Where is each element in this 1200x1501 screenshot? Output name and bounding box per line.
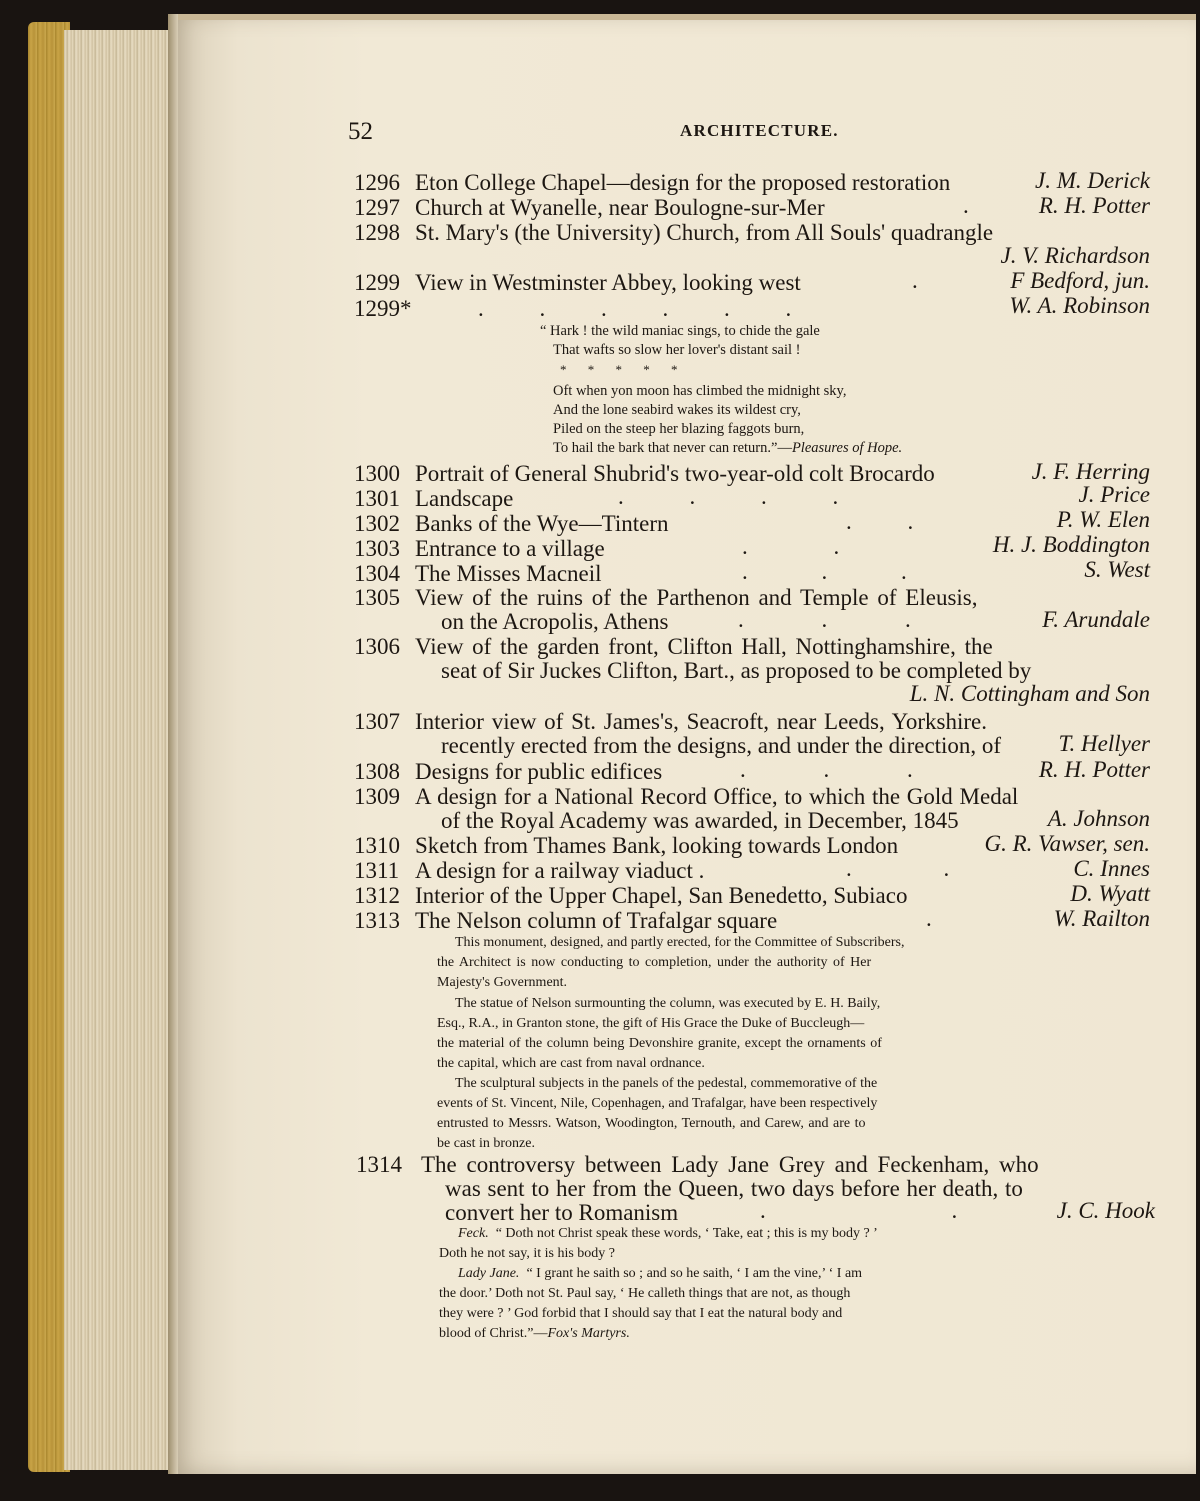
note-line: The statue of Nelson surmounting the column, was executed by E. H. Baily, bbox=[455, 996, 881, 1011]
note-speaker: Lady Jane. bbox=[458, 1266, 520, 1281]
entry-author: S. West bbox=[1084, 557, 1150, 582]
entry-author: F. Arundale bbox=[1042, 607, 1150, 632]
entry-author: F Bedford, jun. bbox=[1010, 268, 1150, 293]
gutter-shadow bbox=[168, 14, 178, 1474]
entry-number: 1308 bbox=[354, 759, 400, 784]
entry-title: Sketch from Thames Bank, looking towards London bbox=[415, 833, 899, 858]
entry-number: 1298 bbox=[354, 220, 400, 245]
note-line: Esq., R.A., in Granton stone, the gift of His Grace the Duke of Buccleugh— bbox=[437, 1016, 865, 1031]
poem-line: “ Hark ! the wild maniac sings, to chide the gale bbox=[540, 323, 820, 339]
poem-line: Oft when yon moon has climbed the midnight sky, bbox=[553, 383, 847, 399]
entry-number: 1312 bbox=[354, 883, 400, 908]
entry-title: View of the ruins of the Parthenon and Temple of Eleusis, bbox=[415, 585, 978, 610]
note-source: Fox's Martyrs. bbox=[547, 1326, 630, 1341]
entry-author: P. W. Elen bbox=[1056, 507, 1150, 532]
entry-author: H. J. Boddington bbox=[992, 532, 1150, 557]
entry-number: 1304 bbox=[354, 561, 400, 586]
entry-number: 1299* bbox=[354, 296, 412, 321]
entry-author: W. Railton bbox=[1053, 906, 1150, 931]
entry-title: A design for a National Record Office, to which the Gold Medal bbox=[415, 784, 1019, 809]
note-line: Doth he not say, it is his body ? bbox=[439, 1246, 616, 1261]
entry-title: Banks of the Wye—Tintern bbox=[415, 511, 669, 536]
note-text: “ Doth not Christ speak these words, ‘ Take, eat ; this is my body ? ’ bbox=[495, 1226, 878, 1241]
page-edges bbox=[64, 30, 184, 1470]
note-text: “ I grant he saith so ; and so he saith, ‘ I am the vine,’ ‘ I am bbox=[526, 1266, 863, 1281]
entry-author: J. M. Derick bbox=[1035, 168, 1150, 193]
page-number: 52 bbox=[348, 118, 373, 145]
note-line: The sculptural subjects in the panels of the pedestal, commemorative of the bbox=[455, 1076, 878, 1091]
entry-number: 1303 bbox=[354, 536, 400, 561]
page-top-edge bbox=[168, 14, 1196, 20]
note-line: the Architect is now conducting to completion, under the authority of Her bbox=[437, 955, 872, 970]
note-line bbox=[458, 1226, 878, 1242]
entry-continuation: on the Acropolis, Athens bbox=[441, 609, 669, 634]
note-line bbox=[439, 1326, 630, 1342]
entry-title: Church at Wyanelle, near Boulogne-sur-Mer bbox=[415, 195, 825, 220]
entry-number: 1302 bbox=[354, 511, 400, 536]
note-line: be cast in bronze. bbox=[437, 1136, 535, 1151]
leader-dots: . . bbox=[742, 534, 840, 559]
leader-dots: . . bbox=[846, 509, 914, 534]
entry-author: W. A. Robinson bbox=[1009, 293, 1150, 318]
entry-author: G. R. Vawser, sen. bbox=[984, 831, 1150, 856]
entry-title: Entrance to a village bbox=[415, 536, 605, 561]
entry-author: J. F. Herring bbox=[1031, 459, 1150, 484]
leader-dots: . bbox=[926, 906, 932, 931]
entry-number: 1301 bbox=[354, 486, 400, 511]
leader-dots: . . . bbox=[742, 559, 907, 584]
poem-line: Piled on the steep her blazing faggots burn, bbox=[553, 421, 805, 437]
entry-title: Interior view of St. James's, Seacroft, near Leeds, Yorkshire. bbox=[415, 709, 988, 734]
entry-author: A. Johnson bbox=[1047, 806, 1150, 831]
entry-number: 1313 bbox=[354, 908, 400, 933]
leader-dots: . . . bbox=[740, 757, 913, 782]
note-text: blood of Christ.”— bbox=[439, 1326, 548, 1341]
poem-asterisks: * * * * * bbox=[560, 362, 678, 377]
entry-number: 1309 bbox=[354, 784, 400, 809]
entry-number: 1300 bbox=[354, 461, 400, 486]
entry-author: D. Wyatt bbox=[1070, 881, 1150, 906]
note-line: the material of the column being Devonshire granite, except the ornaments of bbox=[437, 1036, 882, 1051]
entry-title: A design for a railway viaduct . bbox=[415, 858, 705, 883]
leader-dots: . . . . bbox=[618, 484, 839, 509]
entry-continuation: was sent to her from the Queen, two days before her death, to bbox=[445, 1176, 1023, 1201]
entry-continuation: convert her to Romanism bbox=[445, 1200, 679, 1225]
entry-continuation: seat of Sir Juckes Clifton, Bart., as proposed to be completed by bbox=[441, 658, 1032, 683]
entry-author: T. Hellyer bbox=[1058, 731, 1150, 756]
leader-dots: . bbox=[963, 193, 969, 218]
entry-author: C. Innes bbox=[1073, 856, 1150, 881]
entry-number: 1305 bbox=[354, 585, 400, 610]
entry-number: 1310 bbox=[354, 833, 400, 858]
entry-number: 1314 bbox=[356, 1152, 402, 1177]
leader-dots: . . bbox=[760, 1198, 958, 1223]
note-speaker: Feck. bbox=[458, 1226, 489, 1241]
note-line: the capital, which are cast from naval ordnance. bbox=[437, 1056, 705, 1071]
poem-text: To hail the bark that never can return.”— bbox=[553, 440, 792, 456]
entry-number: 1297 bbox=[354, 195, 400, 220]
entry-number: 1296 bbox=[354, 170, 400, 195]
entry-continuation: of the Royal Academy was awarded, in December, 1845 bbox=[441, 808, 959, 833]
entry-continuation: recently erected from the designs, and under the direction, of bbox=[441, 733, 1002, 758]
entry-number: 1299 bbox=[354, 270, 400, 295]
entry-title: The Nelson column of Trafalgar square bbox=[415, 908, 778, 933]
poem-line: That wafts so slow her lover's distant sail ! bbox=[553, 342, 801, 358]
entry-author: J. Price bbox=[1078, 482, 1150, 507]
entry-title: The Misses Macneil bbox=[415, 561, 602, 586]
poem-line: And the lone seabird wakes its wildest cry, bbox=[553, 402, 801, 418]
note-line: This monument, designed, and partly erected, for the Committee of Subscribers, bbox=[455, 935, 905, 950]
entry-title: Landscape bbox=[415, 486, 514, 511]
entry-title: Eton College Chapel—design for the proposed restoration bbox=[415, 170, 951, 195]
note-line: Majesty's Government. bbox=[437, 975, 568, 990]
entry-number: 1306 bbox=[354, 634, 400, 659]
entry-title: Interior of the Upper Chapel, San Benedetto, Subiaco bbox=[415, 883, 908, 908]
note-line: events of St. Vincent, Nile, Copenhagen, and Trafalgar, have been respectively bbox=[437, 1096, 878, 1111]
entry-author: J. V. Richardson bbox=[1000, 243, 1150, 268]
note-line: entrusted to Messrs. Watson, Woodington, Ternouth, and Carew, and are to bbox=[437, 1116, 866, 1131]
entry-title: View in Westminster Abbey, looking west bbox=[415, 270, 801, 295]
entry-title: View of the garden front, Clifton Hall, Nottinghamshire, the bbox=[415, 634, 993, 659]
running-title: ARCHITECTURE. bbox=[680, 121, 839, 140]
note-line bbox=[458, 1266, 862, 1282]
entry-author: R. H. Potter bbox=[1038, 193, 1150, 218]
leader-dots: . . bbox=[846, 856, 950, 881]
leader-dots: . . . bbox=[738, 607, 911, 632]
note-line: the door.’ Doth not St. Paul say, ‘ He calleth things that are not, as though bbox=[439, 1286, 851, 1301]
leader-dots: . bbox=[912, 268, 918, 293]
entry-number: 1307 bbox=[354, 709, 400, 734]
entry-title: St. Mary's (the University) Church, from All Souls' quadrangle bbox=[415, 220, 994, 245]
note-line: they were ? ’ God forbid that I should say that I eat the natural body and bbox=[439, 1306, 843, 1321]
entry-title: The controversy between Lady Jane Grey and Feckenham, who bbox=[421, 1152, 1039, 1177]
entry-title: Portrait of General Shubrid's two-year-old colt Brocardo bbox=[415, 461, 935, 486]
entry-author: J. C. Hook bbox=[1056, 1198, 1155, 1223]
entry-author: R. H. Potter bbox=[1038, 757, 1150, 782]
leader-dots: . . . . . . bbox=[478, 296, 792, 321]
poem-source: Pleasures of Hope. bbox=[791, 440, 903, 456]
poem-line bbox=[553, 440, 902, 457]
entry-author: L. N. Cottingham and Son bbox=[909, 681, 1150, 706]
entry-title: Designs for public edifices bbox=[415, 759, 663, 784]
entry-number: 1311 bbox=[354, 858, 400, 883]
